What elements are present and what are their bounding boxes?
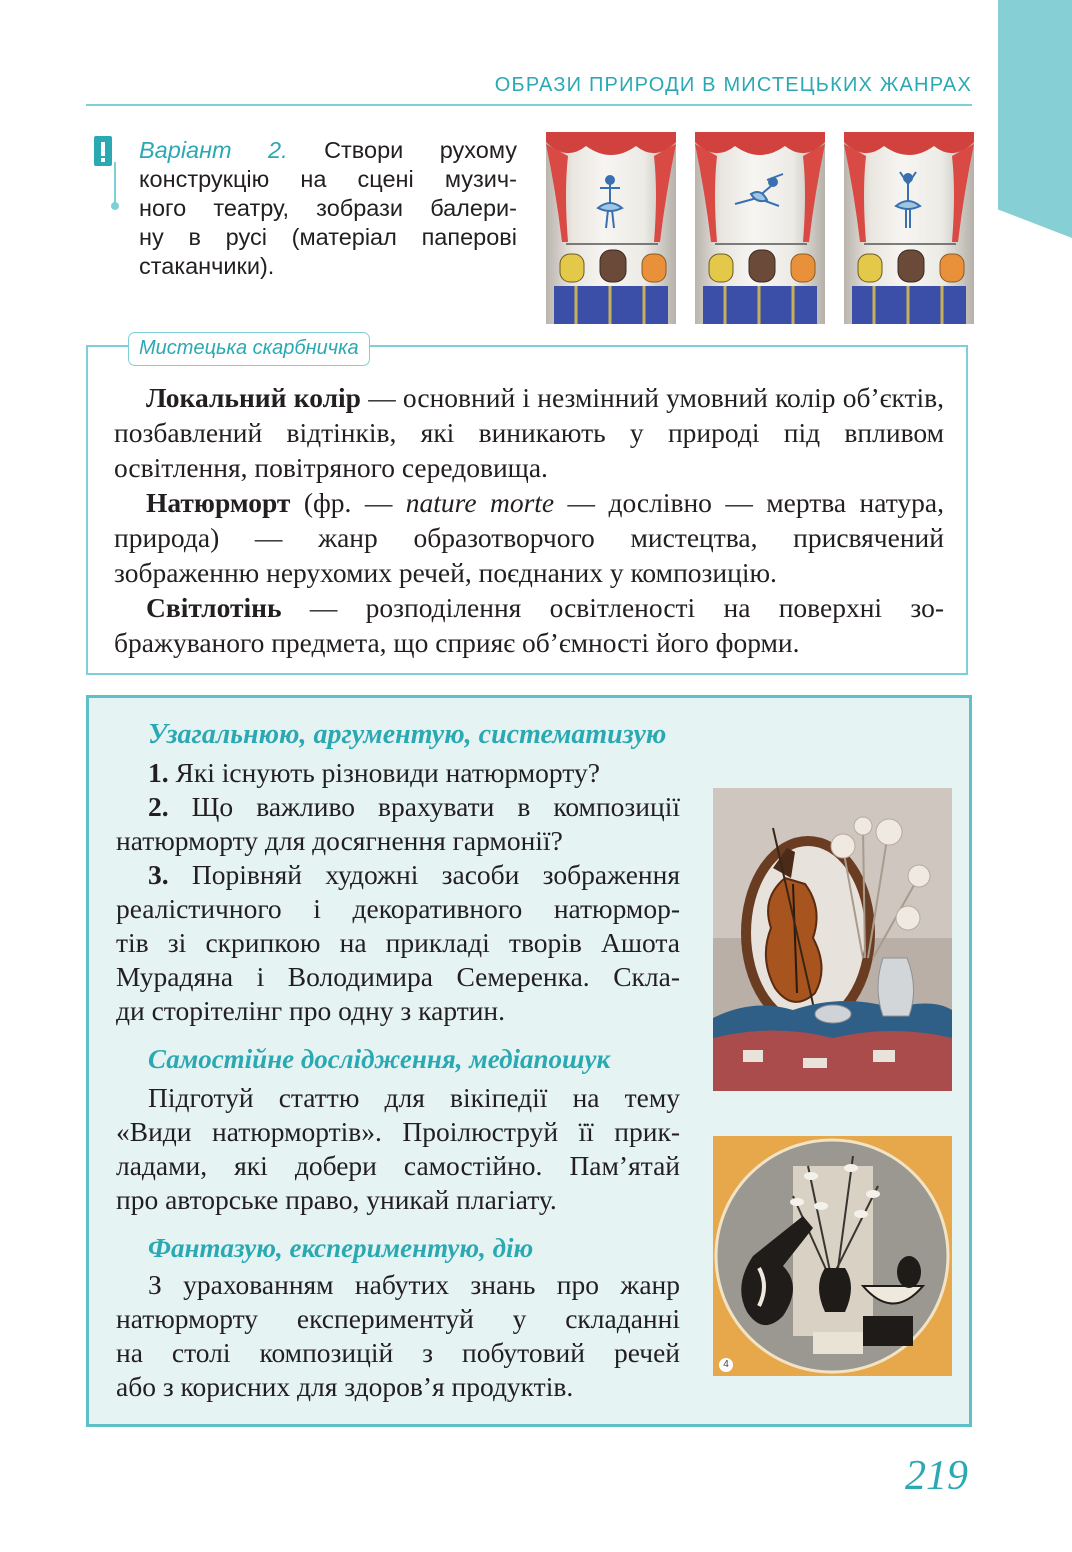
paper-cup-photo bbox=[844, 132, 974, 324]
definitions bbox=[114, 380, 944, 660]
paper-cup-photo bbox=[695, 132, 825, 324]
variant-line: Створи рухому bbox=[287, 137, 517, 163]
paper-cup-photo bbox=[546, 132, 676, 324]
definition-text: (фр. — bbox=[290, 487, 406, 518]
question-text: реалістичного і декоративного натюрмор- bbox=[116, 893, 680, 924]
foreign-term: nature morte bbox=[405, 487, 555, 518]
definition-still-life bbox=[114, 485, 944, 590]
term: Натюрморт bbox=[146, 487, 291, 518]
questions bbox=[116, 756, 680, 1028]
experiment-task bbox=[116, 1268, 680, 1404]
term: Локальний колір bbox=[146, 382, 361, 413]
question-text: Що важливо врахувати в композиції bbox=[168, 791, 680, 822]
definition-text: — дослівно — мертва натура, природа) — жанр образотворчого мистецтва, присвячений зображенню нерухомих речей, поєднаних у композицію. bbox=[114, 487, 944, 588]
task-line: ладами, які добери самостійно. Пам’ятай bbox=[116, 1150, 680, 1181]
task-line: «Види натюрмортів». Проілюструй її прик- bbox=[116, 1116, 680, 1147]
task-line: або з корисних для здоров’я продуктів. bbox=[116, 1371, 574, 1402]
decorative-still-life-painting bbox=[713, 1136, 952, 1376]
variant-line: ну в русі (матеріал паперові bbox=[139, 224, 517, 250]
definition-text: — основний і незмінний умовний колір об’єктів, позбавлений відтінків, які виникають у природі під впливом освітлення, повітряного середовища. bbox=[114, 382, 944, 483]
definition-chiaroscuro bbox=[114, 590, 944, 660]
chapter-tab bbox=[998, 0, 1072, 238]
question-text: Мурадяна і Володимира Семеренка. Скла- bbox=[116, 961, 680, 992]
question-number: 3. bbox=[148, 859, 169, 890]
research-task bbox=[116, 1081, 680, 1217]
variant-line: ного театру, зобрази балери- bbox=[139, 195, 517, 221]
term: Світлотінь bbox=[146, 592, 282, 623]
definition-text: — розподілення освітленості на поверхні зображуваного предмета, що сприяє об’ємності його форми. bbox=[114, 592, 944, 658]
definition-local-color bbox=[114, 380, 944, 485]
variant-line: конструкцію на сцені музич- bbox=[139, 166, 517, 192]
section-heading: Самостійне дослідження, медіапошук bbox=[148, 1044, 611, 1074]
task-line: Підготуй статтю для вікіпедії на тему bbox=[148, 1082, 680, 1113]
header-rule bbox=[86, 104, 972, 106]
question-number: 2. bbox=[148, 791, 169, 822]
page-number: 219 bbox=[905, 1453, 968, 1499]
violin-still-life-painting bbox=[713, 788, 952, 1091]
variant-task bbox=[139, 136, 517, 281]
variant-line: стаканчики). bbox=[139, 253, 275, 279]
task-line: на столі композицій з побутовий речей bbox=[116, 1337, 680, 1368]
question-number: 1. bbox=[148, 757, 169, 788]
question-text: тів зі скрипкою на прикладі творів Ашота bbox=[116, 927, 680, 958]
task-line: про авторське право, уникай плагіату. bbox=[116, 1184, 557, 1215]
art-treasury-label: Мистецька скарбничка bbox=[128, 332, 370, 366]
task-line: натюрморту експериментуй у складанні bbox=[116, 1303, 680, 1334]
lightbulb-icon bbox=[86, 134, 126, 214]
section-heading: Узагальнюю, аргументую, систематизую bbox=[148, 719, 667, 750]
task-line: З урахованням набутих знань про жанр bbox=[148, 1269, 680, 1300]
question-text: Порівняй художні засоби зображення bbox=[168, 859, 680, 890]
question-text: натюрморту для досягнення гармонії? bbox=[116, 825, 563, 856]
question-text: Які існують різновиди натюрморту? bbox=[168, 757, 600, 788]
painting-number: 4 bbox=[719, 1358, 733, 1372]
section-heading: Фантазую, експериментую, дію bbox=[148, 1233, 534, 1263]
running-head: ОБРАЗИ ПРИРОДИ В МИСТЕЦЬКИХ ЖАНРАХ bbox=[494, 74, 972, 96]
variant-label: Варіант 2. bbox=[139, 137, 288, 163]
question-text: ди сторітелінг про одну з картин. bbox=[116, 995, 506, 1026]
